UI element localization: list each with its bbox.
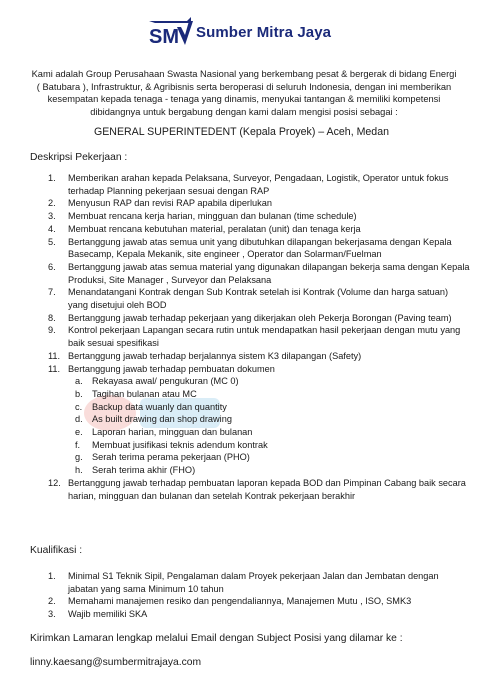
list-item-text: Kontrol pekerjaan Lapangan secara rutin untuk mendapatkan hasil pekerjaan dengan mutu yang baik sesuai spesifikasi [68,325,461,349]
list-item-number: 2. [48,596,56,607]
list-item [30,375,470,388]
list-item-number: 11. [48,350,61,361]
list-item-text: Serah terima perama pekerjaan (PHO) [92,452,250,463]
list-item [30,439,470,452]
list-item-number: 7. [48,287,56,298]
list-item-number: 5. [48,236,56,247]
list-item-text: Laporan harian, mingguan dan bulanan [92,427,253,438]
list-item [30,172,470,197]
list-item-text: Memberikan arahan kepada Pelaksana, Surveyor, Pengadaan, Logistik, Operator untuk fokus terhadap Planning pekerjaan sesuai dengan RAP [68,173,449,196]
list-item-text: Menandatangani Kontrak dengan Sub Kontrak setelah isi Kontrak (Volume dan harga satuan) yang disetujui oleh BOD [68,287,449,311]
company-logo [147,12,331,52]
list-item-number: 11. [48,363,61,374]
list-item-number: g. [75,452,83,463]
list-item [30,350,470,363]
list-item-number: h. [75,465,83,476]
list-item-text: Bertanggung jawab atas semua unit yang dibutuhkan dilapangan bekerjasama dengan Kepala Basecamp, Kepala Mekanik, site engineer , Operator dan Solarman/Fuelman [68,236,452,260]
list-item-number: 4. [48,223,56,234]
list-item-number: a. [75,376,83,387]
list-item [30,477,470,502]
list-item [30,595,470,608]
list-item [30,197,470,210]
list-item-text: Minimal S1 Teknik Sipil, Pengalaman dalam Proyek pekerjaan Jalan dan Jembatan dengan jabatan yang sama Minimum 10 tahun [68,571,439,594]
list-item [30,451,470,464]
list-item-number: 1. [48,173,56,183]
list-item [30,236,470,261]
list-item [30,388,470,401]
list-item-text: Tagihan bulanan atau MC [92,388,197,399]
list-item-text: Rekayasa awal/ pengukuran (MC 0) [92,376,239,387]
list-item-number: e. [75,427,83,438]
list-item-number: b. [75,388,83,399]
list-item-number: 2. [48,198,56,209]
list-item [30,312,470,325]
sm-logo-icon [147,17,193,47]
list-item [30,363,470,376]
list-item-number: 3. [48,609,56,620]
list-item-text: Memahami manajemen resiko dan pengendaliannya, Manajemen Mutu , ISO, SMK3 [68,596,412,607]
company-name: Sumber Mitra Jaya [196,23,332,41]
list-item [30,286,470,311]
list-item-text: Bertanggung jawab terhadap pembuatan laporan kepada BOD dan Pimpinan Cabang baik secara harian, mingguan dan bulanan dan setelah Kontrak pekerjaan berakhir [68,477,466,501]
list-item-number: 8. [48,312,56,323]
email-link[interactable]: linny.kaesang@sumbermitrajaya.com [30,657,202,668]
list-item-number: 1. [48,571,56,581]
list-item-number: 6. [48,261,56,272]
list-item-number: f. [75,439,81,450]
list-item-number: 12. [48,477,61,488]
list-item [30,261,470,286]
list-item [30,401,470,414]
list-item-text: Membuat rencana kerja harian, mingguan dan bulanan (time schedule) [68,211,357,222]
list-item [30,426,470,439]
list-item-text: As built drawing dan shop drawing [92,414,232,425]
list-item-number: 9. [48,325,56,336]
description-heading: Deskripsi Pekerjaan : [30,152,128,163]
list-item-text: Bertanggung jawab terhadap pekerjaan yang dikerjakan oleh Pekerja Borongan (Paving team) [68,312,452,323]
list-item [30,464,470,477]
list-item-number: c. [75,401,83,412]
apply-instruction: Kirimkan Lamaran lengkap melalui Email dengan Subject Posisi yang dilamar ke : [30,633,403,644]
list-item-number: 3. [48,211,56,222]
position-title: GENERAL SUPERINTEDENT (Kepala Proyek) – Aceh, Medan [94,126,389,138]
list-item-text: Menyusun RAP dan revisi RAP apabila diperlukan [68,198,272,209]
list-item [30,608,470,621]
list-item [30,413,470,426]
list-item-text: Membuat jusifikasi teknis adendum kontrak [92,439,268,450]
intro-paragraph: Kami adalah Group Perusahaan Swasta Nasional yang berkembang pesat & bergerak di bidang Energi ( Batubara ), Infrastruktur, & Agribisnis serta beroperasi di seluruh Indonesia, dengan ini memberikan kesempatan kepada tenaga - tenaga yang dinamis, menyukai tantangan & memiliki kompetensi dibidangnya untuk bergabung dengan kami dalam mengisi posisi sebagai : [31,69,457,117]
list-item-text: Bertanggung jawab atas semua material yang digunakan dilapangan bekerja sama dengan Kepala Produksi, Site Manager , Surveyor dan Pelaksana [68,261,470,285]
list-item-text: Backup data wuanly dan quantity [92,401,227,412]
list-item-text: Bertanggung jawab terhadap pembuatan dokumen [68,363,275,374]
list-item-text: Wajib memiliki SKA [68,609,148,620]
list-item [30,210,470,223]
list-item-text: Serah terima akhir (FHO) [92,465,196,476]
list-item [30,223,470,236]
qualifications-heading: Kualifikasi : [30,545,83,556]
list-item [30,570,470,595]
qualifications-list [30,570,470,621]
description-list [30,172,470,502]
list-item-text: Bertanggung jawab terhadap berjalannya sistem K3 dilapangan (Safety) [68,350,362,361]
list-item-text: Membuat rencana kebutuhan material, peralatan (unit) dan tenaga kerja [68,223,361,234]
list-item-number: d. [75,414,83,425]
list-item [30,324,470,349]
svg-text:SM: SM [149,26,179,47]
